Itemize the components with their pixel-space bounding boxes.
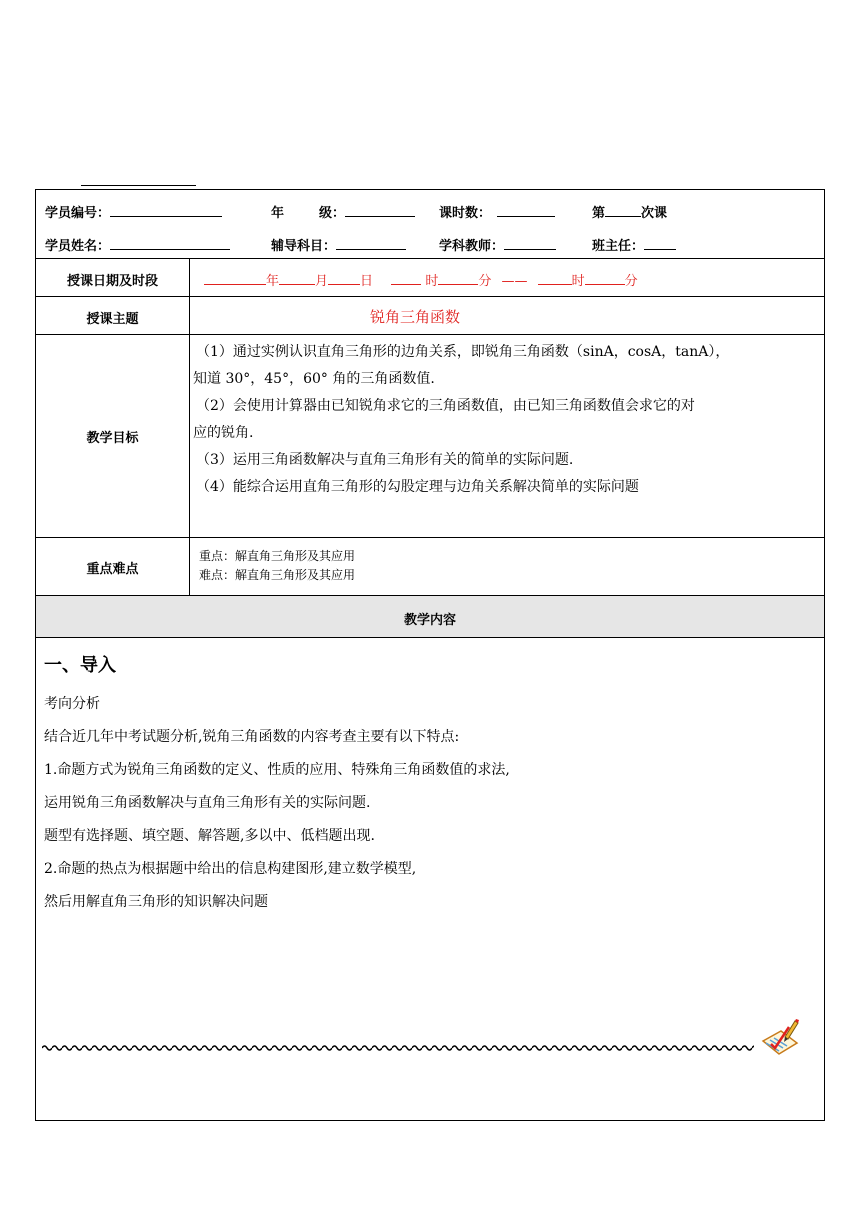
student-name-blank[interactable]	[110, 236, 230, 250]
grade-blank[interactable]	[345, 203, 415, 217]
start-hour-blank[interactable]	[391, 272, 421, 285]
goal-line: 知道 30°，45°，60° 角的三角函数值.	[193, 371, 435, 387]
student-id-label: 学员编号：	[45, 206, 111, 221]
head-teacher-blank[interactable]	[644, 236, 676, 250]
end-minute-blank[interactable]	[585, 272, 625, 285]
student-name-field	[45, 235, 230, 254]
teacher-label: 学科教师：	[439, 239, 505, 254]
topic-label: 授课主题	[86, 312, 139, 327]
day-blank[interactable]	[328, 272, 360, 285]
schedule-label: 授课日期及时段	[66, 274, 158, 289]
year-unit: 年	[266, 274, 280, 289]
student-id-field	[45, 202, 222, 221]
grade-field	[319, 202, 415, 221]
hours-blank[interactable]	[497, 203, 555, 217]
hours-field	[439, 202, 555, 221]
lesson-number-blank[interactable]	[605, 203, 641, 217]
key-points-text	[199, 547, 355, 585]
paragraph: 运用锐角三角函数解决与直角三角形有关的实际问题.	[44, 795, 371, 811]
grade-label-year: 年	[271, 206, 285, 221]
end-hour-unit: 时	[571, 274, 585, 289]
paragraph: 题型有选择题、填空题、解答题,多以中、低档题出现.	[44, 828, 375, 844]
start-minute-blank[interactable]	[438, 272, 478, 285]
goal-line: （3）运用三角函数解决与直角三角形有关的简单的实际问题.	[196, 452, 574, 468]
end-minute-unit: 分	[624, 274, 638, 289]
section-title: 一、导入	[44, 655, 116, 676]
content-header: 教学内容	[403, 613, 456, 628]
goals-text	[193, 339, 824, 501]
paragraph: 考向分析	[44, 696, 100, 712]
student-info-row	[36, 190, 824, 259]
grade-label: 级：	[319, 206, 346, 221]
pencil-paper-icon	[759, 1017, 801, 1057]
subject-label: 辅导科目：	[271, 239, 337, 254]
focus-point: 重点：解直角三角形及其应用	[199, 549, 356, 563]
student-name-label: 学员姓名：	[45, 239, 111, 254]
goals-label: 教学目标	[86, 431, 139, 446]
subject-field	[271, 235, 406, 254]
topic-value: 锐角三角函数	[370, 308, 461, 326]
lesson-form	[35, 189, 825, 1121]
intro-text	[44, 688, 510, 919]
paragraph: 2.命题的热点为根据题中给出的信息构建图形,建立数学模型,	[44, 861, 417, 877]
goal-line: （1）通过实例认识直角三角形的边角关系，即锐角三角函数（sinA，cosA，tanA），	[196, 344, 730, 360]
lesson-number-prefix: 第	[592, 206, 606, 221]
topic-row	[36, 297, 824, 335]
column-divider	[189, 259, 190, 296]
key-points-label: 重点难点	[86, 562, 139, 577]
start-hour-unit: 时	[425, 274, 439, 289]
lesson-number-suffix: 次课	[641, 206, 668, 221]
schedule-value	[204, 270, 638, 289]
column-divider	[189, 538, 190, 595]
key-points-row	[36, 538, 824, 596]
hours-label: 课时数：	[439, 206, 492, 221]
month-blank[interactable]	[279, 272, 315, 285]
wavy-divider	[42, 1040, 754, 1054]
goals-row	[36, 335, 824, 538]
column-divider	[189, 335, 190, 537]
goal-line: 应的锐角.	[193, 425, 254, 441]
top-rule	[81, 185, 196, 186]
difficulty-point: 难点：解直角三角形及其应用	[199, 568, 356, 582]
content-header-row	[36, 596, 824, 638]
column-divider	[189, 297, 190, 334]
end-hour-blank[interactable]	[538, 272, 572, 285]
teacher-field	[439, 235, 556, 254]
paragraph: 1.命题方式为锐角三角函数的定义、性质的应用、特殊角三角函数值的求法,	[44, 762, 510, 778]
goal-line: （2）会使用计算器由已知锐角求它的三角函数值，由已知三角函数值会求它的对	[196, 398, 695, 414]
paragraph: 然后用解直角三角形的知识解决问题	[44, 894, 268, 910]
goal-line: （4）能综合运用直角三角形的勾股定理与边角关系解决简单的实际问题	[196, 479, 639, 495]
schedule-row	[36, 259, 824, 297]
time-range-dash: ——	[501, 274, 528, 289]
lesson-number-field	[592, 202, 667, 221]
subject-blank[interactable]	[336, 236, 406, 250]
year-blank[interactable]	[204, 272, 266, 285]
head-teacher-label: 班主任：	[592, 239, 645, 254]
student-id-blank[interactable]	[110, 203, 222, 217]
day-unit: 日	[360, 274, 374, 289]
teacher-blank[interactable]	[504, 236, 556, 250]
month-unit: 月	[315, 274, 329, 289]
start-minute-unit: 分	[478, 274, 492, 289]
paragraph: 结合近几年中考试题分析,锐角三角函数的内容考查主要有以下特点:	[44, 729, 460, 745]
head-teacher-field	[592, 235, 676, 254]
